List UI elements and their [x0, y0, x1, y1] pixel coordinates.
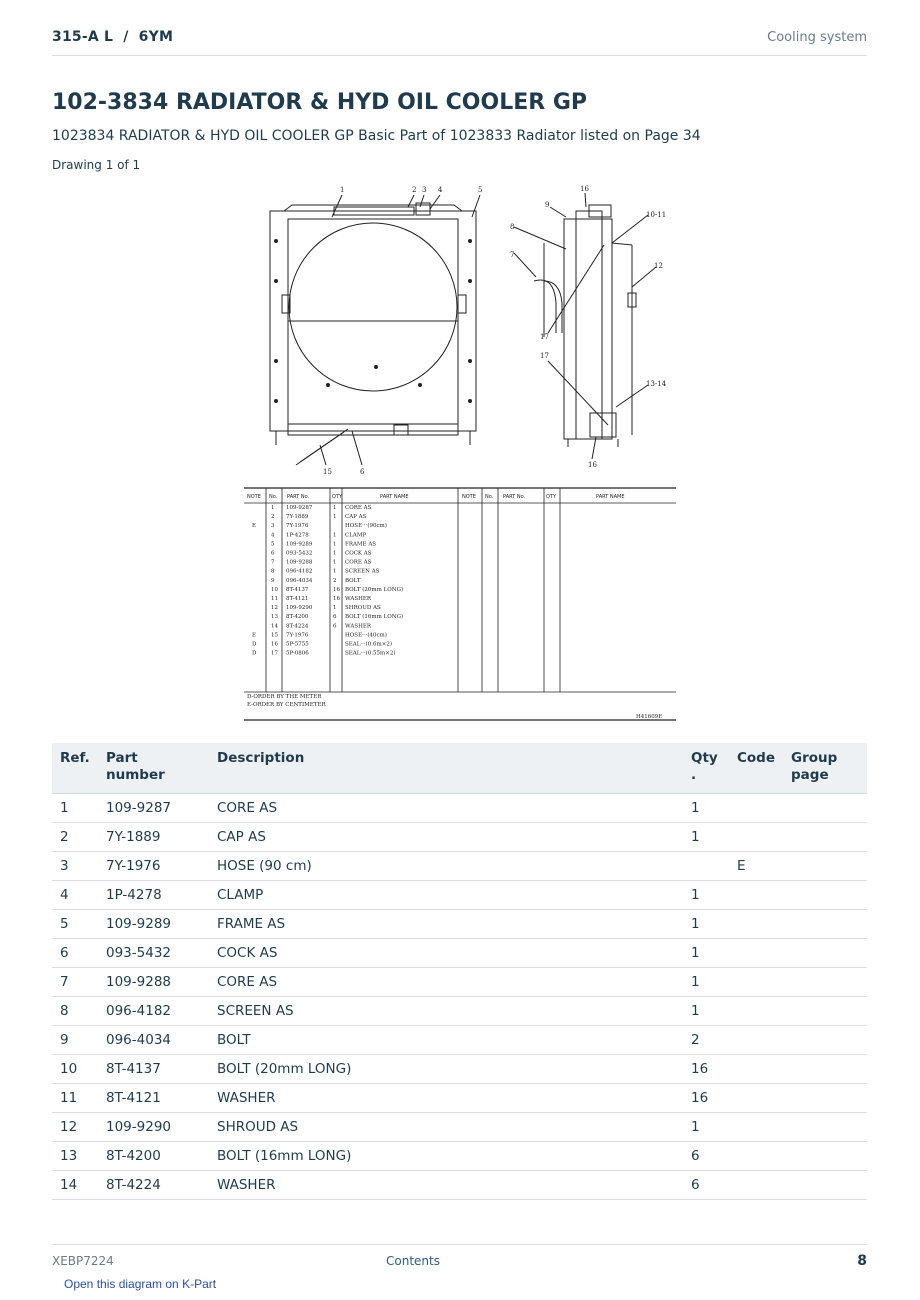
cell-qty: 1: [683, 881, 729, 910]
legend-header-no-2: No.: [485, 494, 494, 500]
legend-cell-pn: 1P-4278: [286, 532, 309, 539]
section-label: Cooling system: [767, 30, 867, 45]
cell-code: [729, 1113, 783, 1142]
legend-cell-pn: 093-5432: [286, 550, 313, 557]
callout-16-top: 16: [580, 185, 589, 193]
legend-cell-pn: 109-9290: [286, 605, 313, 612]
legend-cell-pn: 7Y-1976: [286, 523, 309, 530]
legend-cell-name: WASHER: [345, 623, 372, 630]
callout-8: 8: [510, 223, 515, 231]
cell-qty: 16: [683, 1055, 729, 1084]
cell-ref: 4: [52, 881, 98, 910]
cell-description: SHROUD AS: [209, 1113, 683, 1142]
cell-description: CORE AS: [209, 968, 683, 997]
cell-code: [729, 910, 783, 939]
header-ref: Ref.: [52, 743, 98, 794]
cell-code: [729, 997, 783, 1026]
cell-description: WASHER: [209, 1171, 683, 1200]
legend-cell-qty: 1: [333, 541, 337, 548]
legend-cell-name: CORE AS: [345, 559, 372, 566]
legend-cell-no: 2: [271, 514, 275, 521]
page-header: [52, 28, 867, 56]
cell-ref: 11: [52, 1084, 98, 1113]
legend-cell-qty: 6: [333, 623, 337, 630]
legend-cell-qty: 1: [333, 550, 337, 557]
cell-ref: 1: [52, 794, 98, 823]
page-footer: [52, 1244, 867, 1274]
legend-cell-pn: 096-4182: [286, 568, 313, 575]
table-row: [52, 1055, 867, 1084]
legend-cell-name: HOSE···(40cm): [345, 632, 387, 639]
cell-part-number: 096-4034: [98, 1026, 209, 1055]
cell-part-number: 8T-4121: [98, 1084, 209, 1113]
legend-header-qty: QTY: [332, 494, 343, 500]
legend-cell-no: 16: [271, 641, 278, 648]
legend-cell-no: 12: [271, 605, 278, 612]
legend-cell-no: 8: [271, 568, 275, 575]
header-part-number: Part number: [98, 743, 209, 794]
page-subtitle: 1023834 RADIATOR & HYD OIL COOLER GP Basic Part of 1023833 Radiator listed on Page 34: [52, 128, 701, 144]
legend-cell-no: 11: [271, 596, 278, 602]
cell-qty: 1: [683, 968, 729, 997]
diagram-legend-table: [244, 488, 676, 720]
legend-cell-pn: 7Y-1976: [286, 632, 309, 639]
legend-cell-qty: 1: [333, 559, 337, 566]
callout-17-upper: 17: [540, 333, 549, 341]
cell-code: [729, 1142, 783, 1171]
cell-part-number: 109-9289: [98, 910, 209, 939]
legend-cell-pn: 8T-4121: [286, 596, 309, 602]
table-row: [52, 1084, 867, 1113]
legend-cell-note: E: [252, 523, 257, 530]
cell-group-page: [783, 1113, 867, 1142]
legend-cell-no: 3: [271, 523, 275, 530]
cell-code: [729, 881, 783, 910]
cell-part-number: 7Y-1889: [98, 823, 209, 852]
legend-cell-name: CORE AS: [345, 505, 372, 511]
cell-group-page: [783, 1055, 867, 1084]
table-row: [52, 910, 867, 939]
legend-cell-qty: 1: [333, 505, 337, 511]
legend-cell-qty: 1: [333, 605, 337, 612]
cell-part-number: 1P-4278: [98, 881, 209, 910]
header-description: Description: [209, 743, 683, 794]
parts-table: [52, 743, 867, 1200]
cell-group-page: [783, 794, 867, 823]
table-row: [52, 939, 867, 968]
cell-description: FRAME AS: [209, 910, 683, 939]
legend-cell-note: D: [252, 650, 257, 657]
cell-code: [729, 823, 783, 852]
legend-cell-name: BOLT (20mm LONG): [345, 586, 404, 593]
cell-group-page: [783, 1026, 867, 1055]
legend-cell-no: 15: [271, 632, 278, 639]
header-qty: Qty .: [683, 743, 729, 794]
legend-cell-no: 13: [271, 614, 278, 621]
legend-cell-no: 14: [271, 623, 278, 630]
legend-cell-name: SEAL···(0.55m×2): [345, 650, 396, 657]
legend-cell-name: HOSE···(90cm): [345, 523, 387, 530]
cell-ref: 12: [52, 1113, 98, 1142]
drawing-code: H41609E: [636, 714, 663, 720]
legend-cell-qty: 6: [333, 614, 337, 621]
callout-16-bottom: 16: [588, 461, 597, 469]
cell-description: BOLT: [209, 1026, 683, 1055]
cell-qty: 1: [683, 794, 729, 823]
legend-cell-pn: 8T-4200: [286, 614, 309, 621]
cell-description: HOSE (90 cm): [209, 852, 683, 881]
cell-code: [729, 1055, 783, 1084]
callout-4: 4: [438, 186, 443, 194]
open-in-kpart-link[interactable]: Open this diagram on K-Part: [64, 1277, 217, 1291]
legend-cell-pn: 5P-5755: [286, 641, 309, 648]
callout-17-lower: 17: [540, 352, 549, 360]
legend-cell-name: BOLT (16mm LONG): [345, 614, 404, 621]
legend-cell-no: 6: [271, 550, 275, 557]
cell-description: BOLT (16mm LONG): [209, 1142, 683, 1171]
cell-description: WASHER: [209, 1084, 683, 1113]
parts-diagram: [244, 183, 678, 723]
callout-5: 5: [478, 186, 483, 194]
callout-7: 7: [510, 251, 515, 259]
legend-cell-pn: 096-4034: [286, 577, 313, 584]
cell-part-number: 8T-4224: [98, 1171, 209, 1200]
cell-group-page: [783, 939, 867, 968]
legend-cell-qty: 2: [333, 577, 337, 584]
legend-header-part-name: PART NAME: [380, 494, 409, 500]
page-title: 102-3834 RADIATOR & HYD OIL COOLER GP: [52, 90, 588, 115]
legend-cell-pn: 109-9288: [286, 559, 313, 566]
cell-part-number: 093-5432: [98, 939, 209, 968]
cell-qty: 1: [683, 910, 729, 939]
table-row: [52, 1142, 867, 1171]
header-group-page: Group page: [783, 743, 867, 794]
page-number: 8: [857, 1253, 867, 1269]
cell-group-page: [783, 997, 867, 1026]
cell-ref: 7: [52, 968, 98, 997]
legend-cell-no: 1: [271, 505, 275, 511]
legend-cell-pn: 109-9287: [286, 505, 313, 511]
cell-ref: 10: [52, 1055, 98, 1084]
legend-header-part-no-2: PART No.: [503, 494, 526, 500]
legend-cell-pn: 5P-0806: [286, 650, 309, 657]
legend-cell-no: 17: [271, 650, 278, 657]
cell-part-number: 109-9288: [98, 968, 209, 997]
cell-qty: 1: [683, 1113, 729, 1142]
callout-1: 1: [340, 186, 345, 194]
legend-cell-note: E: [252, 632, 257, 639]
cell-part-number: 7Y-1976: [98, 852, 209, 881]
legend-header-part-no: PART No.: [287, 494, 310, 500]
legend-cell-note: D: [252, 641, 257, 648]
cell-ref: 8: [52, 997, 98, 1026]
table-row: [52, 1171, 867, 1200]
cell-qty: 6: [683, 1142, 729, 1171]
legend-cell-no: 10: [271, 586, 278, 593]
cell-code: [729, 1026, 783, 1055]
legend-note-meter: D-ORDER BY THE METER: [247, 694, 322, 700]
legend-cell-no: 7: [271, 559, 275, 566]
legend-cell-qty: 1: [333, 568, 337, 575]
table-row: [52, 997, 867, 1026]
cell-part-number: 096-4182: [98, 997, 209, 1026]
document-id: XEBP7224: [52, 1254, 114, 1268]
table-row: [52, 852, 867, 881]
legend-cell-qty: 16: [333, 596, 340, 602]
cell-description: BOLT (20mm LONG): [209, 1055, 683, 1084]
legend-header-no: No.: [269, 494, 278, 500]
legend-cell-pn: 8T-4224: [286, 623, 309, 630]
callout-12: 12: [654, 262, 663, 270]
cell-code: [729, 939, 783, 968]
cell-qty: 6: [683, 1171, 729, 1200]
cell-part-number: 109-9290: [98, 1113, 209, 1142]
legend-cell-name: WASHER: [345, 596, 372, 602]
cell-description: CORE AS: [209, 794, 683, 823]
legend-note-centimeter: E-ORDER BY CENTIMETER: [247, 702, 326, 708]
legend-cell-name: BOLT: [345, 577, 361, 584]
cell-code: [729, 968, 783, 997]
cell-qty: 1: [683, 823, 729, 852]
legend-cell-name: CLAMP: [345, 532, 367, 539]
legend-header-part-name-2: PART NAME: [596, 494, 625, 500]
callout-6: 6: [360, 468, 365, 476]
callout-10-11: 10-11: [646, 211, 667, 219]
callout-13-14: 13-14: [646, 380, 667, 388]
radiator-drawing: [244, 183, 678, 723]
drawing-count-label: Drawing 1 of 1: [52, 158, 141, 172]
cell-ref: 14: [52, 1171, 98, 1200]
legend-cell-name: CAP AS: [345, 514, 367, 521]
legend-cell-name: SCREEN AS: [345, 568, 380, 575]
cell-group-page: [783, 1142, 867, 1171]
cell-part-number: 109-9287: [98, 794, 209, 823]
callout-2: 2: [412, 186, 417, 194]
legend-cell-qty: 1: [333, 532, 337, 539]
legend-cell-name: COCK AS: [345, 550, 372, 557]
cell-code: [729, 1171, 783, 1200]
header-code: Code: [729, 743, 783, 794]
cell-description: CLAMP: [209, 881, 683, 910]
cell-group-page: [783, 1171, 867, 1200]
table-row: [52, 794, 867, 823]
cell-code: [729, 1084, 783, 1113]
legend-header-note: NOTE: [247, 494, 261, 500]
legend-cell-no: 9: [271, 577, 275, 584]
callout-15: 15: [323, 468, 332, 476]
legend-header-note-2: NOTE: [462, 494, 476, 500]
callout-3: 3: [422, 186, 427, 194]
cell-ref: 13: [52, 1142, 98, 1171]
parts-table-header: [52, 743, 867, 794]
legend-cell-name: FRAME AS: [345, 541, 377, 548]
cell-group-page: [783, 910, 867, 939]
legend-cell-name: SEAL···(0.6m×2): [345, 641, 393, 648]
table-row: [52, 1113, 867, 1142]
side-view-core: [564, 219, 612, 439]
table-row: [52, 1026, 867, 1055]
model-label: 315-A L / 6YM: [52, 29, 174, 45]
cell-qty: 1: [683, 997, 729, 1026]
cell-part-number: 8T-4200: [98, 1142, 209, 1171]
cell-ref: 3: [52, 852, 98, 881]
legend-cell-no: 5: [271, 541, 275, 548]
cell-part-number: 8T-4137: [98, 1055, 209, 1084]
legend-cell-pn: 109-9289: [286, 541, 313, 548]
cell-qty: 2: [683, 1026, 729, 1055]
cell-code: E: [729, 852, 783, 881]
cell-ref: 2: [52, 823, 98, 852]
legend-cell-name: SHROUD AS: [345, 605, 381, 612]
legend-cell-pn: 8T-4137: [286, 586, 309, 593]
cell-description: COCK AS: [209, 939, 683, 968]
cell-qty: [683, 852, 729, 881]
table-row: [52, 823, 867, 852]
table-row: [52, 968, 867, 997]
cell-qty: 1: [683, 939, 729, 968]
legend-header-qty-2: QTY: [546, 494, 557, 500]
contents-link[interactable]: Contents: [386, 1254, 440, 1268]
cell-ref: 9: [52, 1026, 98, 1055]
cell-ref: 5: [52, 910, 98, 939]
cell-description: SCREEN AS: [209, 997, 683, 1026]
legend-cell-qty: 1: [333, 514, 337, 521]
table-row: [52, 881, 867, 910]
cell-ref: 6: [52, 939, 98, 968]
cell-description: CAP AS: [209, 823, 683, 852]
cell-qty: 16: [683, 1084, 729, 1113]
legend-cell-no: 4: [271, 532, 275, 539]
cell-group-page: [783, 852, 867, 881]
cell-group-page: [783, 881, 867, 910]
fan-shroud-circle: [289, 223, 457, 391]
cell-code: [729, 794, 783, 823]
cell-group-page: [783, 823, 867, 852]
cell-group-page: [783, 968, 867, 997]
callout-9: 9: [545, 201, 550, 209]
cell-group-page: [783, 1084, 867, 1113]
legend-cell-pn: 7Y-1889: [286, 514, 309, 521]
legend-cell-qty: 16: [333, 586, 340, 593]
